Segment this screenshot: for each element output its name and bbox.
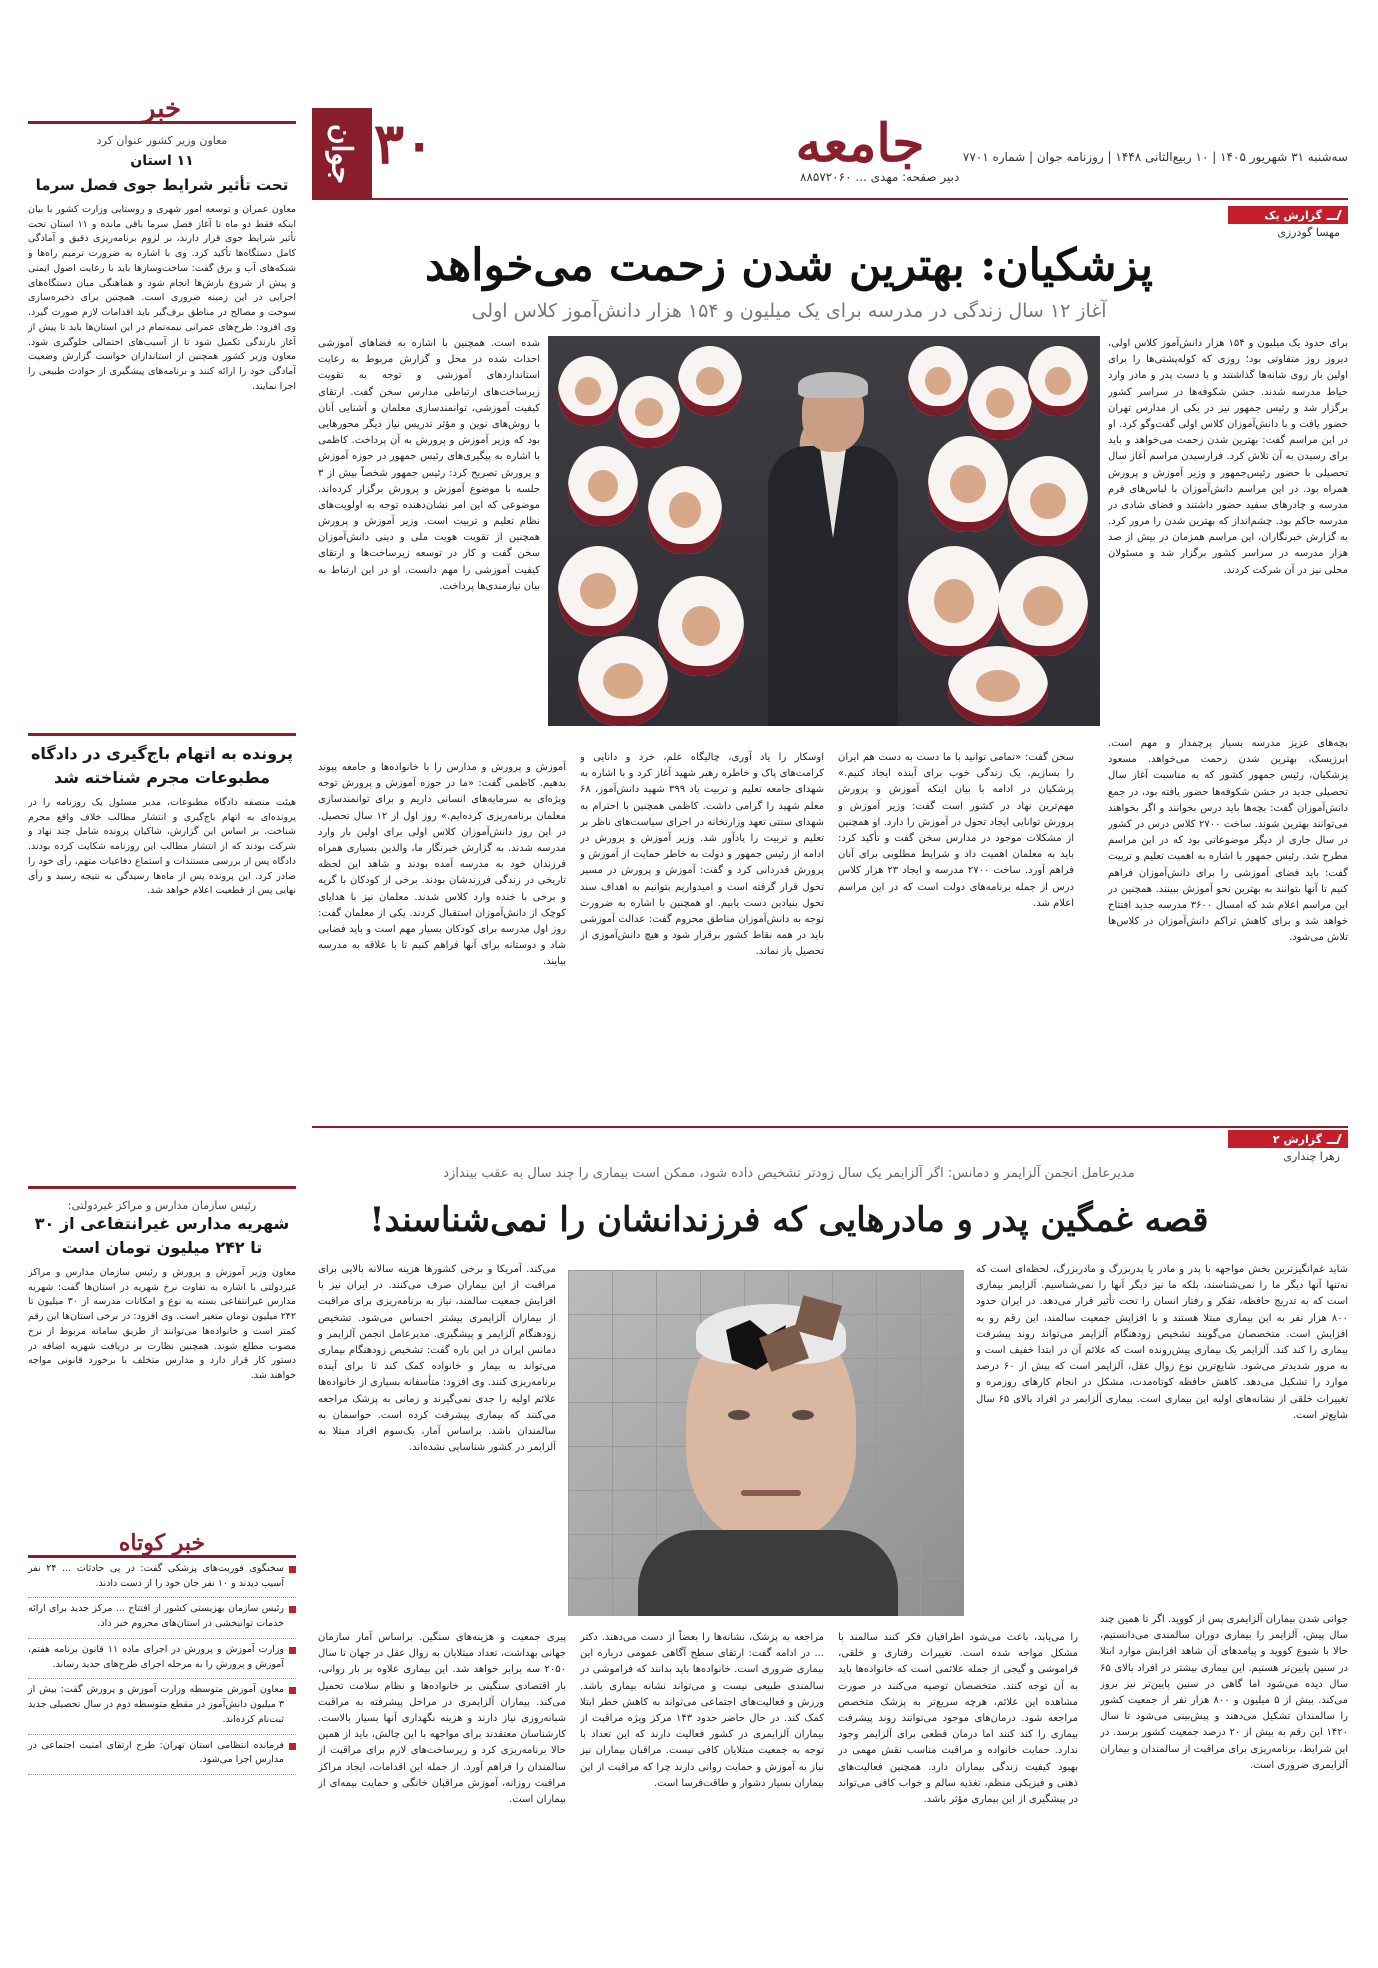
brief-item: رئیس سازمان بهزیستی کشور از افتتاح ... مرکز جدید برای ارائه خدمات توانبخشی در استان‌های محروم خبر داد. — [28, 1598, 296, 1638]
rail-title-line2: تحت تأثیر شرایط جوی فصل سرما — [35, 176, 289, 195]
section-title: جامعه — [795, 113, 925, 174]
rail-title-line1: ۱۱ استان — [130, 153, 194, 169]
article-column: سخن گفت: «تمامی توانید با ما دست به دست هم ایران را بسازیم. یک زندگی خوب برای آینده ایجاد کنیم.» پزشکیان در ادامه با بیان اینکه آموزش و پرورش مهم‌ترین نهاد در کشور است گفت: وزیر آموزش و پرورش توانایی ایجاد تحول در آموزش را دارد. او همچنین از مشکلات موجود در مدارس سخن گفت و تأکید کرد: باید به معلمان اهمیت داد و شرایط مطلوبی برای آنان فراهم آورد. ساخت ۲۷۰۰ مدرسه و ایجاد ۲۳ هزار کلاس درس از جمله برنامه‌های دولت است که در این مراسم اعلام شد. — [838, 752, 1074, 909]
author: مهسا گودرزی — [1277, 226, 1340, 239]
article-column: شده است. همچنین با اشاره به فضاهای آموزشی احداث شده در محل و گزارش مربوط به رعایت استانداردهای آموزشی و توجه به تقویت زیرساخت‌های ارتباطی مدارس سخن گفت. ارتقای کیفیت آموزشی، توانمندسازی معلمان و آشنایی آنان با روش‌های نوین و مؤثر تدریس نیاز دیگر محورهایی بود که وزیر آموزش و پرورش به آن پرداخت. کاظمی با اشاره به پیگیری‌های رئیس جمهور در حوزه آموزش و پرورش تصریح کرد: رئیس جمهور شخصاً بیش از ۳ جلسه با موضوع آموزش و پرورش برگزار کرده‌اند. موضوعی که این امر نشان‌دهنده توجه به اولویت‌های نظام تعلیم و تربیت است. وزیر آموزش و پرورش همچنین از تقویت هویت ملی و دینی دانش‌آموزان سخن گفت و کار در توسعه زیرساخت‌ها و ارتقای کیفیت آموزشی را مهم دانست. او در این ارتباط به بیان نیازمندی‌ها پرداخت. — [318, 338, 540, 592]
tag-icon — [1326, 210, 1342, 220]
logo — [312, 108, 435, 200]
brief-item: سخنگوی فوریت‌های پزشکی گفت: در پی حادثات ... ۲۴ نفر آسیب دیدند و ۱۰ نفر جان خود را از دست دادند. — [28, 1558, 296, 1598]
article-column: اوسکار را یاد آوری، چالیگاه علم، خرد و دانایی و کرامت‌های پاک و خاطره رهبر شهید آغاز کرد و با اشاره به شهدای جامعه تعلیم و تربیت یاد ۳۹۹ شهید دانش‌آموز، ۶۸ معلم شهید را گرامی داشت. کاظمی همچنین با احترام به شهدای سنتی تعهد وزارتخانه در اجرای سیاست‌های ناظر بر تعلیم و تربیت را یادآور شد. وزیر آموزش و پرورش در ادامه از رئیس جمهور و دولت به خاطر حمایت از آموزش و پرورش قدردانی کرد و گفت: آموزش و پرورش در مسیر تحول قرار گرفته است و امیدواریم بتوانیم به اهداف سند تحول بنیادین دست یابیم. او همچنین با اشاره به ضرورت توجه به دانش‌آموزان مناطق محروم گفت: عدالت آموزشی باید در همه نقاط کشور برقرار شود و هیچ دانش‌آموزی از تحصیل باز نماند. — [580, 752, 824, 958]
rail-kicker: رئیس سازمان مدارس و مراکز غیردولتی: — [67, 1199, 257, 1213]
story-tag — [1228, 206, 1348, 240]
article-column: را می‌یابد، باعث می‌شود اطرافیان فکر کنند سالمند با مشکل مواجه شده است. تغییرات رفتاری و خلقی، فراموشی و گیجی از جمله علائمی است که خانواده‌ها باید به آن توجه کنند. متخصصان توصیه می‌کنند در صورت مشاهده این علائم، هرچه سریع‌تر به پزشک متخصص مراجعه شود. درمان‌های موجود می‌توانند روند پیشرفت بیماری را کند کنند اما درمان قطعی برای آلزایمر وجود ندارد. حمایت خانواده و مراقبت مناسب نقش مهمی در بهبود کیفیت زندگی بیماران دارد. همچنین فعالیت‌های ذهنی و فیزیکی منظم، تغذیه سالم و خواب کافی می‌تواند در پیشگیری از این بیماری مؤثر باشد. — [838, 1632, 1078, 1805]
story-tag — [1228, 1130, 1348, 1164]
brief-item: معاون آموزش متوسطه وزارت آموزش و پرورش گفت: بیش از ۳ میلیون دانش‌آموز در مقطع متوسطه دوم در سال تحصیلی جدید ثبت‌نام کرده‌اند. — [28, 1679, 296, 1734]
rail-body: هیئت منصفه دادگاه مطبوعات، مدیر مسئول یک روزنامه را در پرونده‌ای به اتهام باج‌گیری و انتشار مطالب خلاف واقع مجرم شناخت. بر اساس این گزارش، شاکیان پرونده شامل چند نهاد و شرکت بودند که از انتشار مطالب این روزنامه شکایت کرده بودند. دادگاه پس از بررسی مستندات و استماع دفاعیات متهم، رأی خود را صادر کرد. این پرونده پس از ماه‌ها رسیدگی به نتیجه رسید و رأی نهایی پس از قطعیت اعلام خواهد شد. — [28, 797, 296, 897]
rail-title: شهریه مدارس غیرانتفاعی از ۳۰ تا ۲۴۲ میلیون تومان است — [34, 1214, 290, 1258]
rail-body: معاون وزیر آموزش و پرورش و رئیس سازمان مدارس و مراکز غیردولتی با اشاره به تفاوت نرخ شهریه در استان‌ها گفت: شهریه مدارس غیرانتفاعی بسته به نوع و امکانات مدرسه از ۳۰ میلیون تا ۲۴۲ میلیون تومان متغیر است. وی افزود: در برخی استان‌ها این رقم کمتر است و خانواده‌ها می‌توانند از طریق سامانه مربوط از نرخ مصوب مطلع شوند. همچنین نظارت بر دریافت شهریه اضافه در دستور کار قرار دارد و مدارس متخلف با برخورد قانونی مواجه خواهند شد. — [28, 1267, 296, 1382]
kicker: مدیرعامل انجمن آلزایمر و دمانس: اگر آلزایمر یک سال زودتر تشخیص داده شود، ممکن است بیماری را چند سال به عقب بیندازد — [443, 1166, 1135, 1181]
rail-kicker: معاون وزیر کشور عنوان کرد — [96, 134, 228, 147]
article-column: آموزش و پرورش و مدارس را با خانواده‌ها و جامعه پیوند بدهیم. کاظمی گفت: «ما در حوزه آموزش و پرورش توجه ویژه‌ای به سرمایه‌های انسانی داریم و برای توانمندسازی معلمان برنامه‌ریزی کرده‌ایم.» روز اول از ۱۲ سال تحصیل. در این روز دانش‌آموزان کلاس اولی برای اولین بار وارد مدرسه شدند. به گزارش خبرنگار ما، والدین بسیاری همراه فرزندان خود به مدرسه آمده بودند و شاهد این لحظه تاریخی در زندگی فرزندشان بودند. برخی از کودکان با گریه و برخی با خنده وارد کلاس شدند. معلمان نیز با هدایای کوچک از دانش‌آموزان استقبال کردند. یکی از معلمان گفت: روز اول مدرسه برای کودکان بسیار مهم است و باید فضایی شاد و دوستانه برای آنها فراهم کنیم تا با علاقه به مدرسه بیایند. — [318, 762, 566, 968]
article-column: برای حدود یک میلیون و ۱۵۴ هزار دانش‌آموز کلاس اولی، دیروز روز متفاوتی بود؛ روزی که کوله‌پشتی‌ها را برای اولین بار روی شانه‌ها گذاشتند و با دست پدر و مادر وارد حیاط مدرسه شدند. جشن شکوفه‌ها در سراسر کشور برگزار شد و رئیس جمهور نیز در یکی از مدارس تهران حضور یافت و با دانش‌آموزان کلاس اولی گفت‌وگو کرد. او در این مراسم گفت: بهترین شدن زحمت می‌خواهد و باید برای رسیدن به آن تلاش کرد. فرارسیدن مراسم آغاز سال تحصیلی با حضور رئیس‌جمهور و وزیر آموزش و پرورش همراه بود. در این مراسم دانش‌آموزان با لباس‌های فرم مدرسه و چادرهای سفید حضور داشتند و فضای شادی در مدرسه حاکم بود. چشم‌انداز که بهترین شدن را مرور کرد. به گزارش خبرنگاران، این مراسم همزمان در بیش از صد هزار مدرسه در سراسر کشور برگزار شد و مسئولان محلی نیز در آن شرکت کردند. — [1108, 338, 1348, 576]
president-figure — [768, 376, 898, 726]
subheadline: آغاز ۱۲ سال زندگی در مدرسه برای یک میلیون و ۱۵۴ هزار دانش‌آموز کلاس اولی — [471, 300, 1107, 322]
brief-head: خبر کوتاه — [28, 1530, 296, 1558]
rail-separator — [28, 733, 296, 736]
tag-icon — [1326, 1134, 1342, 1144]
tag-label: گزارش یک — [1264, 208, 1322, 222]
article-column: مراجعه به پزشک، نشانه‌ها را بعضاً از دست می‌دهند. دکتر ... در ادامه گفت: ارتقای سطح آگاهی عمومی درباره این بیماری ضروری است. خانواده‌ها باید بدانند که فراموشی در سالمندی طبیعی نیست و می‌تواند نشانه بیماری باشد. ورزش و فعالیت‌های اجتماعی می‌تواند به کاهش خطر ابتلا کمک کند. در حال حاضر حدود ۱۴۳ مرکز ویژه مراقبت از بیماران آلزایمری در کشور فعالیت دارند که این تعداد با توجه به جمعیت مبتلایان کافی نیست. مراقبان بیماران نیز نیاز به آموزش و حمایت روانی دارند چرا که مراقبت از این بیماران بسیار دشوار و طاقت‌فرسا است. — [580, 1632, 824, 1789]
headline: قصه غمگین پدر و مادرهایی که فرزندانشان را نمی‌شناسند! — [369, 1200, 1209, 1240]
rail-head: خبر — [28, 96, 296, 124]
author: زهرا چنداری — [1283, 1150, 1340, 1163]
story-photo — [568, 1270, 964, 1616]
logo-word: جوان — [312, 108, 372, 200]
article-column: بچه‌های عزیز مدرسه بسیار پرچمدار و مهم است. ابرزیسک، بهترین شدن زحمت می‌خواهد. مسعود پزشکیان، رئیس جمهور کشور که به مناسبت آغاز سال تحصیلی جدید در جشن شکوفه‌ها حضور یافته بود، در جمع دانش‌آموزان گفت: بچه‌ها باید درس بخوانند و اگر بخواهند می‌توانند بهترین شوند. ساخت ۲۷۰۰ کلاس درس در کشور در سال جاری از دیگر موضوعاتی بود که در این مراسم مطرح شد. رئیس جمهور با اشاره به اهمیت تعلیم و تربیت گفت: باید فضای آموزشی را برای دانش‌آموزان فراهم کنیم تا آنها بتوانند به بهترین نحو آموزش ببینند. همچنین در این مراسم اعلام شد که امسال ۳۶۰۰ مدرسه جدید افتتاح خواهد شد و برای کاهش تراکم دانش‌آموزان در کلاس‌ها تلاش می‌شود. — [1108, 738, 1348, 944]
brief-item: وزارت آموزش و پرورش در اجرای ماده ۱۱ قانون برنامه هفتم، آموزش و پرورش را به مرحله اجرای طرح‌های جدید رساند. — [28, 1639, 296, 1679]
rail-body: معاون عمران و توسعه امور شهری و روستایی وزارت کشور با بیان اینکه فقط دو ماه تا آغاز فصل سرما باقی مانده و ۱۱ استان تحت تأثیر شرایط جوی قرار دارند، بر لزوم برنامه‌ریزی دقیق و آمادگی کامل دستگاه‌ها تأکید کرد. وی با اشاره به ضرورت ترمیم راه‌ها و شبکه‌های آب و برق گفت: ساخت‌وسازها باید با رعایت اصول ایمنی و پیش از شروع بارش‌ها انجام شود و هماهنگی میان دستگاه‌های اجرایی در این زمینه ضروری است. همچنین برای ذخیره‌سازی سوخت و مصالح در مناطق برف‌گیر باید اقدامات لازم صورت گیرد. وی افزود: طرح‌های عمرانی نیمه‌تمام در این استان‌ها باید تا پیش از آغاز بارندگی تکمیل شود تا از آسیب‌های احتمالی جلوگیری شود. معاون وزیر کشور همچنین از استانداران خواست گزارش وضعیت آمادگی خود را ارائه کنند و برنامه‌های پیشگیری از حوادث طبیعی را اجرا نمایند. — [28, 204, 296, 392]
section-divider — [312, 1126, 1348, 1128]
article-column: پیری جمعیت و هزینه‌های سنگین. براساس آمار سازمان جهانی بهداشت، تعداد مبتلایان به زوال عقل در جهان تا سال ۲۰۵۰ سه برابر خواهد شد. این بیماری علاوه بر بار روانی، بار اقتصادی سنگینی بر خانواده‌ها و نظام سلامت تحمیل می‌کند. بیماران آلزایمری در مراحل پیشرفته به مراقبت شبانه‌روزی نیاز دارند و هزینه نگهداری آنها بسیار بالاست. کارشناسان معتقدند برای مواجهه با این چالش، باید از همین حالا برنامه‌ریزی کرد و زیرساخت‌های لازم برای مراقبت از سالمندان را فراهم آورد. از جمله این اقدامات، ایجاد مراکز مراقبت روزانه، آموزش مراقبان خانگی و حمایت بیمه‌ای از بیماران است. — [318, 1632, 566, 1805]
tag-label: گزارش ۲ — [1272, 1132, 1322, 1146]
editor-line: دبیر صفحه: مهدی ... ۸۸۵۷۲۰۶۰ — [800, 170, 960, 184]
issue-line: سه‌شنبه ۳۱ شهریور ۱۴۰۵ | ۱۰ ربیع‌الثانی ۱۴۴۸ | روزنامه جوان | شماره ۷۷۰۱ — [962, 150, 1348, 164]
logo-number: ۳۰ — [374, 111, 435, 177]
rail-separator — [28, 1186, 296, 1189]
brief-item: فرمانده انتظامی استان تهران: طرح ارتقای امنیت اجتماعی در مدارس اجرا می‌شود. — [28, 1735, 296, 1775]
story-photo — [548, 336, 1100, 726]
headline: پزشکیان: بهترین شدن زحمت می‌خواهد — [424, 240, 1154, 291]
article-column: شاید غم‌انگیزترین بخش مواجهه با پدر و مادر یا پدربزرگ و مادربزرگ، لحظه‌ای است که نه‌تنها آنها دیگر ما را نمی‌شناسند، بلکه ما نیز دیگر آنها را نمی‌شناسیم. آلزایمر بیماری است که به تدریج حافظه، تفکر و رفتار انسان را تحت تأثیر قرار می‌دهد. در ایران حدود ۸۰۰ هزار نفر به این بیماری مبتلا هستند و با افزایش جمعیت سالمند، این رقم رو به افزایش است. متخصصان می‌گویند تشخیص زودهنگام آلزایمر می‌تواند روند پیشرفت بیماری را کند کند. آلزایمر یک بیماری پیش‌رونده است که علائم آن در ابتدا خفیف است و به مرور شدیدتر می‌شود. شایع‌ترین نوع زوال عقل، آلزایمر است که بیش از ۶۰ درصد موارد را تشکیل می‌دهد. کاهش حافظه کوتاه‌مدت، مشکل در انجام کارهای روزمره و تغییرات خلقی از نشانه‌های اولیه این بیماری است. بیماری آلزایمر در افراد بالای ۶۵ سال شایع‌تر است. — [976, 1264, 1348, 1421]
article-column: می‌کند. آمریکا و برخی کشورها هزینه سالانه بالایی برای مراقبت از این بیماران صرف می‌کنند. در ایران نیز با افزایش جمعیت سالمند، نیاز به برنامه‌ریزی برای مراقبت از بیماران آلزایمری بیشتر احساس می‌شود. تشخیص زودهنگام آلزایمر و پیشگیری. مدیرعامل انجمن آلزایمر و دمانس ایران در این باره گفت: تشخیص زودهنگام بیماری می‌تواند به بیمار و خانواده کمک کند تا برای آینده برنامه‌ریزی کنند. وی افزود: متأسفانه بسیاری از خانواده‌ها علائم اولیه را جدی نمی‌گیرند و زمانی به پزشک مراجعه می‌کنند که بیماری پیشرفت کرده است. حواسمان به سالمندان باشد. براساس آمار، یک‌سوم افراد مبتلا به آلزایمر در کشور شناسایی نشده‌اند. — [318, 1264, 556, 1454]
rail-title: پرونده به اتهام باج‌گیری در دادگاه مطبوعات مجرم شناخته شد — [30, 744, 294, 788]
news-rail — [28, 96, 296, 1926]
article-column: جوانی شدن بیماران آلزایمری پس از کووید. اگر تا همین چند سال پیش، آلزایمر را بیماری دوران سالمندی می‌دانستیم، حالا با شیوع کووید و پیامدهای آن شاهد افزایش موارد ابتلا در سنین پایین‌تر هستیم. این بیماری بیشتر در افراد بالای ۶۵ سال دیده می‌شود اما گاهی در سنین پایین‌تر نیز بروز می‌کند. بیش از ۵ میلیون و ۸۰۰ هزار نفر از جمعیت کشور را سالمندان تشکیل می‌دهند و پیش‌بینی می‌شود تا سال ۱۴۲۰ این رقم به بیش از ۲۰ درصد جمعیت کشور برسد. در این شرایط، برنامه‌ریزی برای مراقبت از سالمندان و بیماران آلزایمری ضروری است. — [1100, 1614, 1348, 1771]
